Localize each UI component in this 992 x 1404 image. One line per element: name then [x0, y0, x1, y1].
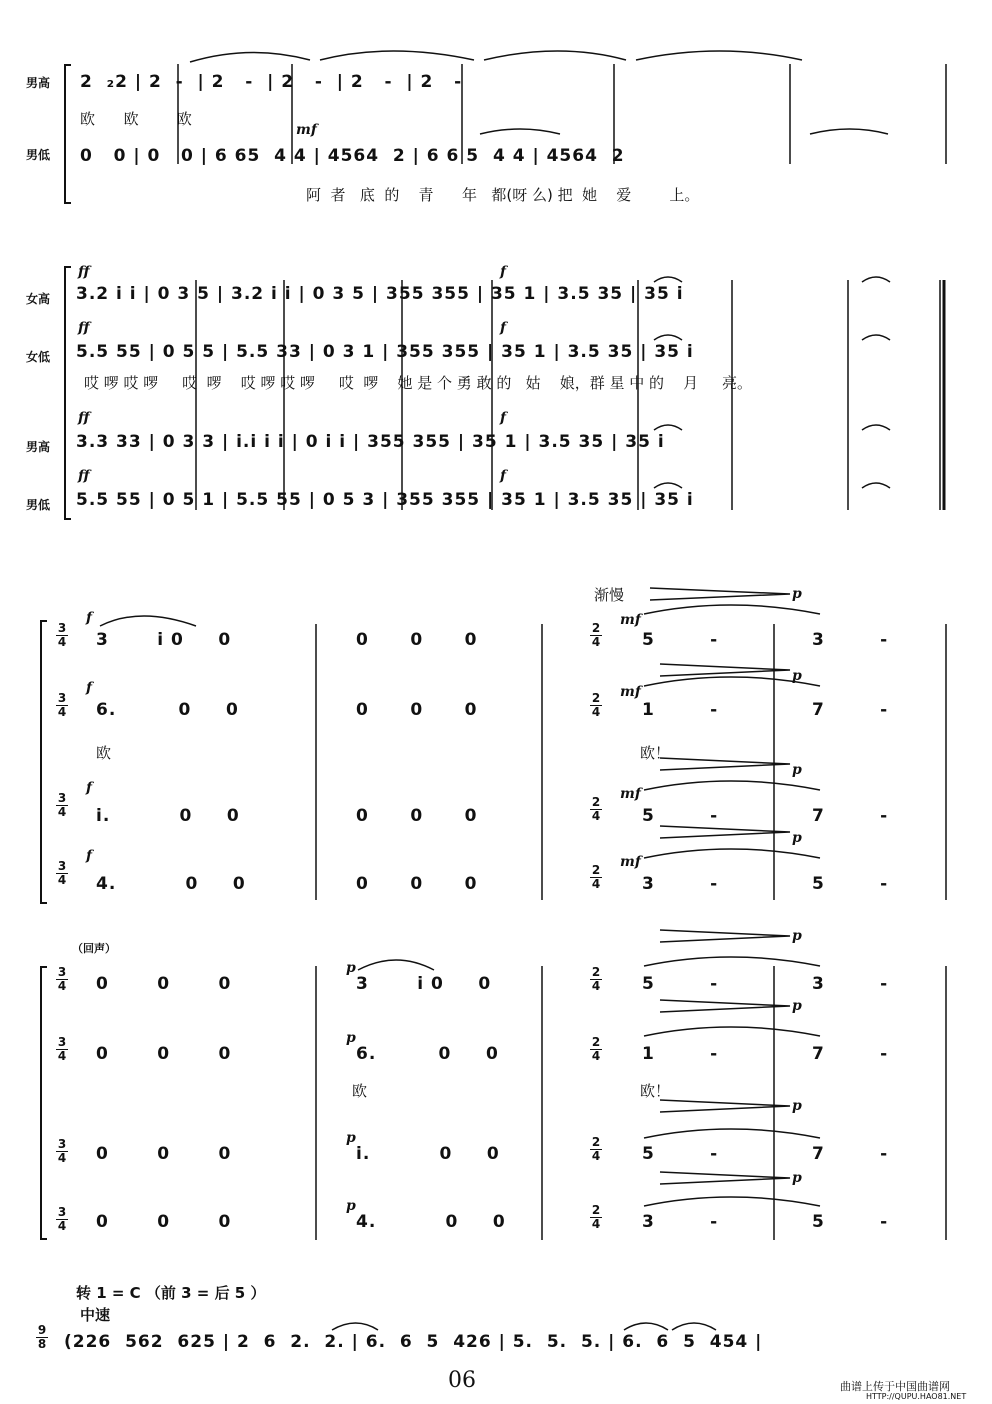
s3-lyric-b: 欧！: [640, 744, 671, 762]
s4r3-c: 5 -: [642, 1144, 719, 1164]
s3r1-c: 5 -: [642, 630, 719, 650]
part-label-bass: 男低: [26, 148, 51, 162]
dynamic-p-s3r4: p: [792, 830, 802, 846]
time-sig-s4r3: 3 4: [57, 1137, 67, 1165]
echo-label: （回声）: [72, 942, 116, 955]
s4r2-b: 6. 0 0: [356, 1044, 499, 1064]
part-label-tenor: 男高: [26, 76, 51, 90]
time-sig-s4r2: 3 4: [57, 1035, 67, 1063]
s4r2-c: 1 -: [642, 1044, 719, 1064]
dynamic-ff-4: ff: [78, 468, 90, 484]
s3r3-c: 5 -: [642, 806, 719, 826]
time-sig-2-4-s4r3: 2 4: [591, 1135, 601, 1163]
dynamic-f-1: f: [500, 264, 507, 280]
dynamic-p-s4c2: p: [792, 998, 802, 1014]
bass-lyric: 阿 者 底 的 青 年 都(呀 么) 把 她 爱 上。: [306, 186, 700, 204]
time-sig-s4r4: 3 4: [57, 1205, 67, 1233]
tenor2-notes: 3.3 33 | 0 3 3 | i.i i i | 0 i i | 355 355 | 35 1 | 3.5 35 | 35 i: [76, 432, 665, 452]
intro-melody: (226 562 625 | 2 6 2. 2. | 6. 6 5 426 | 5. 5. 5. | 6. 6 5 454 |: [64, 1332, 763, 1352]
s3r4-c: 3 -: [642, 874, 719, 894]
s3r1-d: 3 -: [812, 630, 889, 650]
s4r1-b: 3 i 0 0: [356, 974, 492, 994]
s3r2-b: 0 0 0: [356, 700, 478, 720]
dynamic-f-s3r2: f: [86, 680, 93, 696]
dynamic-mf-s3r4: mf: [620, 854, 641, 870]
s3r2-d: 7 -: [812, 700, 889, 720]
time-sig-2-4-s4r1: 2 4: [591, 965, 601, 993]
s4r2-d: 7 -: [812, 1044, 889, 1064]
dynamic-ff-1: ff: [78, 264, 90, 280]
dynamic-p-s4r3: p: [346, 1130, 356, 1146]
bass2-notes: 5.5 55 | 0 5 1 | 5.5 55 | 0 5 3 | 355 355 | 35 1 | 3.5 35 | 35 i: [76, 490, 694, 510]
time-sig-2-4-r1: 2 4: [591, 621, 601, 649]
dynamic-ff-3: ff: [78, 410, 90, 426]
dynamic-p-s4c4: p: [792, 1170, 802, 1186]
s3-lyric-a: 欧: [96, 744, 112, 762]
tempo-rit: 渐慢: [594, 586, 625, 604]
time-sig-2-4-r4: 2 4: [591, 863, 601, 891]
time-sig-9-8: 9 8: [37, 1323, 47, 1351]
s4r3-d: 7 -: [812, 1144, 889, 1164]
dynamic-f-2: f: [500, 320, 507, 336]
dynamic-mf-s3r1: mf: [620, 612, 641, 628]
s3r1-b: 0 0 0: [356, 630, 478, 650]
system2-lyric: 哎 啰 哎 啰 哎 啰 哎 啰 哎 啰 哎 啰 她 是 个 勇 敢 的 姑 娘，群 星 中 的 月 亮。: [84, 374, 752, 392]
s4r4-a: 0 0 0: [96, 1212, 232, 1232]
s4r4-c: 3 -: [642, 1212, 719, 1232]
tempo-marking: 中速: [80, 1306, 111, 1324]
key-change: 转 1 = C （前 3 = 后 5 ）: [76, 1284, 266, 1302]
tenor-notes: 2 ₂2 | 2 - | 2 - | 2 - | 2 - | 2 -: [80, 72, 463, 92]
s4r1-a: 0 0 0: [96, 974, 232, 994]
part-label-soprano: 女高: [26, 292, 51, 306]
page-number: 06: [448, 1368, 476, 1393]
dynamic-f-s3r4: f: [86, 848, 93, 864]
s4r2-a: 0 0 0: [96, 1044, 232, 1064]
dynamic-mf: mf: [296, 122, 317, 138]
s3r3-b: 0 0 0: [356, 806, 478, 826]
dynamic-mf-s3r3: mf: [620, 786, 641, 802]
time-sig-3-4-r2: 3 4: [57, 691, 67, 719]
s4r3-b: i. 0 0: [356, 1144, 500, 1164]
s3r2-a: 6. 0 0: [96, 700, 239, 720]
s4-lyric-a: 欧: [352, 1082, 368, 1100]
s4-lyric-b: 欧！: [640, 1082, 671, 1100]
s3r3-a: i. 0 0: [96, 806, 240, 826]
s4r4-b: 4. 0 0: [356, 1212, 506, 1232]
time-sig-2-4-s4r2: 2 4: [591, 1035, 601, 1063]
dynamic-p-s3r2: p: [792, 668, 802, 684]
dynamic-ff-2: ff: [78, 320, 90, 336]
part-label-alto: 女低: [26, 350, 51, 364]
bass-notes: 0 0 | 0 0 | 6 65 4 4 | 4564 2 | 6 6 5 4 4 | 4564 2: [80, 146, 625, 166]
alto-notes: 5.5 55 | 0 5 5 | 5.5 33 | 0 3 1 | 355 355 | 35 1 | 3.5 35 | 35 i: [76, 342, 694, 362]
s3r1-a: 3 i 0 0: [96, 630, 232, 650]
dynamic-p-s4c1: p: [792, 928, 802, 944]
s4r1-d: 3 -: [812, 974, 889, 994]
s3r4-b: 0 0 0: [356, 874, 478, 894]
s4r1-c: 5 -: [642, 974, 719, 994]
tenor-lyric: 欧 欧 欧: [80, 110, 192, 128]
time-sig-2-4-r3: 2 4: [591, 795, 601, 823]
dynamic-mf-s3r2: mf: [620, 684, 641, 700]
part-label-bass-2: 男低: [26, 498, 51, 512]
dynamic-p-s4r1: p: [346, 960, 356, 976]
dynamic-p-s3r3: p: [792, 762, 802, 778]
dynamic-f-s3r1: f: [86, 610, 93, 626]
dynamic-p-s4r4: p: [346, 1198, 356, 1214]
s4r4-d: 5 -: [812, 1212, 889, 1232]
dynamic-f-3: f: [500, 410, 507, 426]
watermark-url: HTTP://QUPU.HAO81.NET: [866, 1392, 967, 1401]
time-sig-3-4-r3: 3 4: [57, 791, 67, 819]
time-sig-2-4-r2: 2 4: [591, 691, 601, 719]
dynamic-p-s3r1: p: [792, 586, 802, 602]
dynamic-f-4: f: [500, 468, 507, 484]
part-label-tenor-2: 男高: [26, 440, 51, 454]
time-sig-3-4-r4: 3 4: [57, 859, 67, 887]
dynamic-p-s4r2: p: [346, 1030, 356, 1046]
s3r2-c: 1 -: [642, 700, 719, 720]
s3r3-d: 7 -: [812, 806, 889, 826]
time-sig-s4r1: 3 4: [57, 965, 67, 993]
dynamic-f-s3r3: f: [86, 780, 93, 796]
s3r4-d: 5 -: [812, 874, 889, 894]
time-sig-2-4-s4r4: 2 4: [591, 1203, 601, 1231]
soprano-notes: 3.2 i i | 0 3 5 | 3.2 i i | 0 3 5 | 355 355 | 35 1 | 3.5 35 | 35 i: [76, 284, 684, 304]
s3r4-a: 4. 0 0: [96, 874, 246, 894]
watermark: 曲谱上传于中国曲谱网: [840, 1380, 950, 1393]
dynamic-p-s4c3: p: [792, 1098, 802, 1114]
time-sig-3-4-r1: 3 4: [57, 621, 67, 649]
s4r3-a: 0 0 0: [96, 1144, 232, 1164]
